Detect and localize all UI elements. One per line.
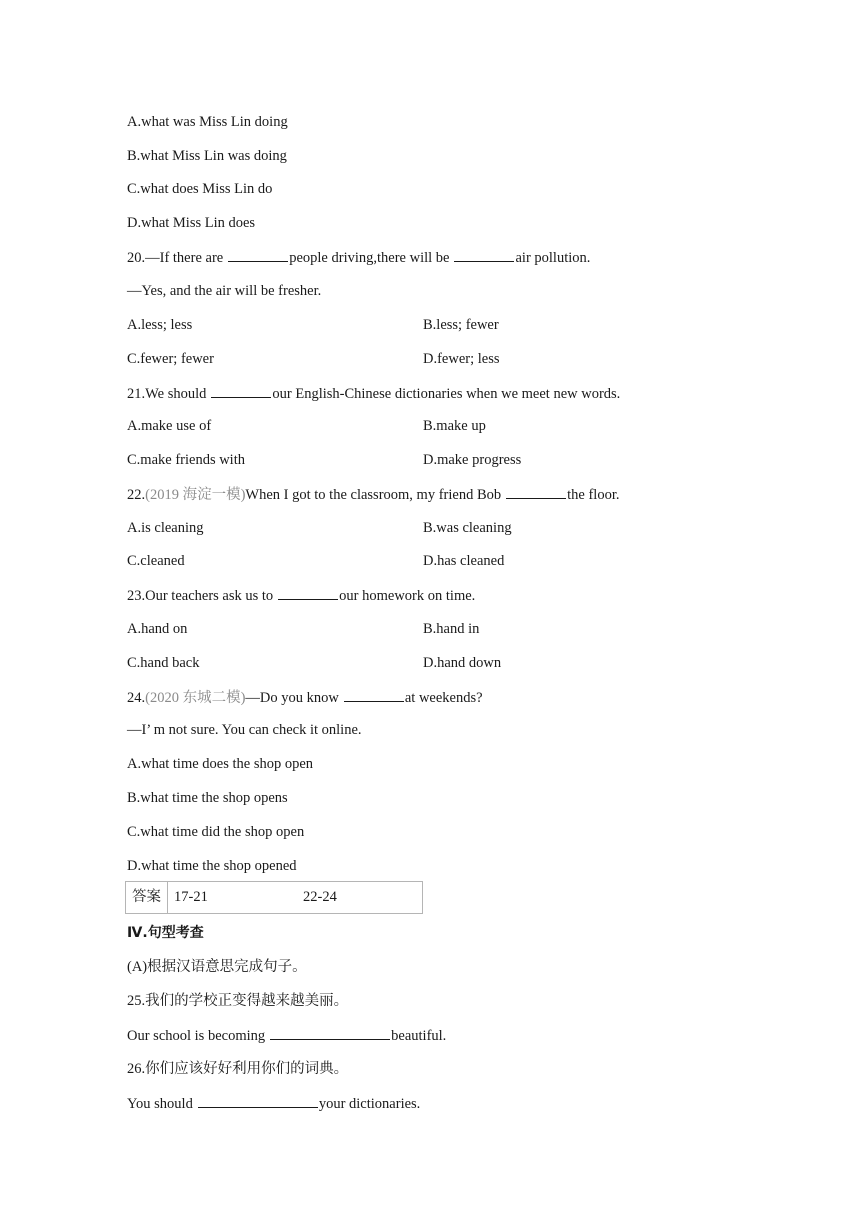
answer-blank — [344, 687, 404, 702]
q19-option-c: C.what does Miss Lin do — [127, 181, 273, 197]
q23-option-c: C.hand back — [127, 655, 200, 671]
q26-english — [127, 1093, 420, 1114]
q23-option-a: A.hand on — [127, 621, 188, 637]
q21-option-d: D.make progress — [423, 452, 522, 468]
q24-option-a: A.what time does the shop open — [127, 756, 314, 772]
q24-option-d: D.what time the shop opened — [127, 858, 297, 874]
answer-label: 答案 — [126, 882, 168, 913]
answer-blank — [278, 585, 338, 600]
answer-blank — [454, 247, 514, 262]
q20-stem — [127, 247, 590, 268]
answer-range-17-21: 17-21 — [174, 889, 208, 905]
q25-english — [127, 1025, 446, 1046]
answer-blank — [228, 247, 288, 262]
q22-option-c: C.cleaned — [127, 553, 185, 569]
q21-option-b: B.make up — [423, 418, 486, 434]
q20-text-3: air pollution. — [515, 250, 591, 266]
q21-option-c: C.make friends with — [127, 452, 245, 468]
q23-stem — [127, 585, 475, 606]
section-title: Ⅳ.句型考查 — [127, 925, 204, 941]
answer-table — [125, 881, 423, 914]
q19-option-a: A.what was Miss Lin doing — [127, 114, 288, 130]
q26-text-2: your dictionaries. — [318, 1096, 421, 1112]
q25-text-2: beautiful. — [391, 1028, 447, 1044]
q22-option-a: A.is cleaning — [127, 520, 204, 536]
answer-blank — [270, 1025, 390, 1040]
q25-chinese: 25.我们的学校正变得越来越美丽。 — [127, 993, 349, 1009]
q23-option-d: D.hand down — [423, 655, 502, 671]
q20-text-1: 20.—If there are — [127, 250, 224, 266]
q20-option-c: C.fewer; fewer — [127, 351, 214, 367]
q20-option-d: D.fewer; less — [423, 351, 500, 367]
q24-text-2: at weekends? — [404, 690, 483, 706]
answer-blank — [198, 1093, 318, 1108]
q25-text-1: Our school is becoming — [127, 1028, 266, 1044]
q21-option-a: A.make use of — [127, 418, 212, 434]
q26-chinese: 26.你们应该好好利用你们的词典。 — [127, 1061, 349, 1077]
q23-text-2: our homework on time. — [339, 588, 476, 604]
q20-text-2: people driving,there will be — [289, 250, 450, 266]
q21-text-1: 21.We should — [127, 386, 207, 402]
q22-source: (2019 海淀一模) — [145, 487, 246, 503]
answer-range-22-24: 22-24 — [303, 889, 337, 905]
q19-option-d: D.what Miss Lin does — [127, 215, 256, 231]
q20-option-b: B.less; fewer — [423, 317, 499, 333]
q22-number: 22. — [127, 487, 146, 503]
answer-blank — [211, 383, 271, 398]
q21-stem — [127, 383, 620, 404]
q24-stem — [127, 687, 483, 708]
q21-text-2: our English-Chinese dictionaries when we meet new words. — [272, 386, 621, 402]
q22-option-b: B.was cleaning — [423, 520, 512, 536]
q24-source: (2020 东城二模) — [145, 690, 246, 706]
q20-reply: —Yes, and the air will be fresher. — [127, 283, 322, 299]
q24-reply: —I’ m not sure. You can check it online. — [127, 722, 362, 738]
q24-option-c: C.what time did the shop open — [127, 824, 305, 840]
q22-stem — [127, 484, 620, 505]
q24-text-1: —Do you know — [245, 690, 339, 706]
q22-text-1: When I got to the classroom, my friend Bob — [245, 487, 502, 503]
q24-number: 24. — [127, 690, 146, 706]
q22-option-d: D.has cleaned — [423, 553, 505, 569]
q23-option-b: B.hand in — [423, 621, 480, 637]
answer-blank — [506, 484, 566, 499]
q26-text-1: You should — [127, 1096, 193, 1112]
section-subtitle: (A)根据汉语意思完成句子。 — [127, 959, 307, 975]
q19-option-b: B.what Miss Lin was doing — [127, 148, 287, 164]
q20-option-a: A.less; less — [127, 317, 193, 333]
q23-text-1: 23.Our teachers ask us to — [127, 588, 274, 604]
q22-text-2: the floor. — [567, 487, 620, 503]
q24-option-b: B.what time the shop opens — [127, 790, 288, 806]
